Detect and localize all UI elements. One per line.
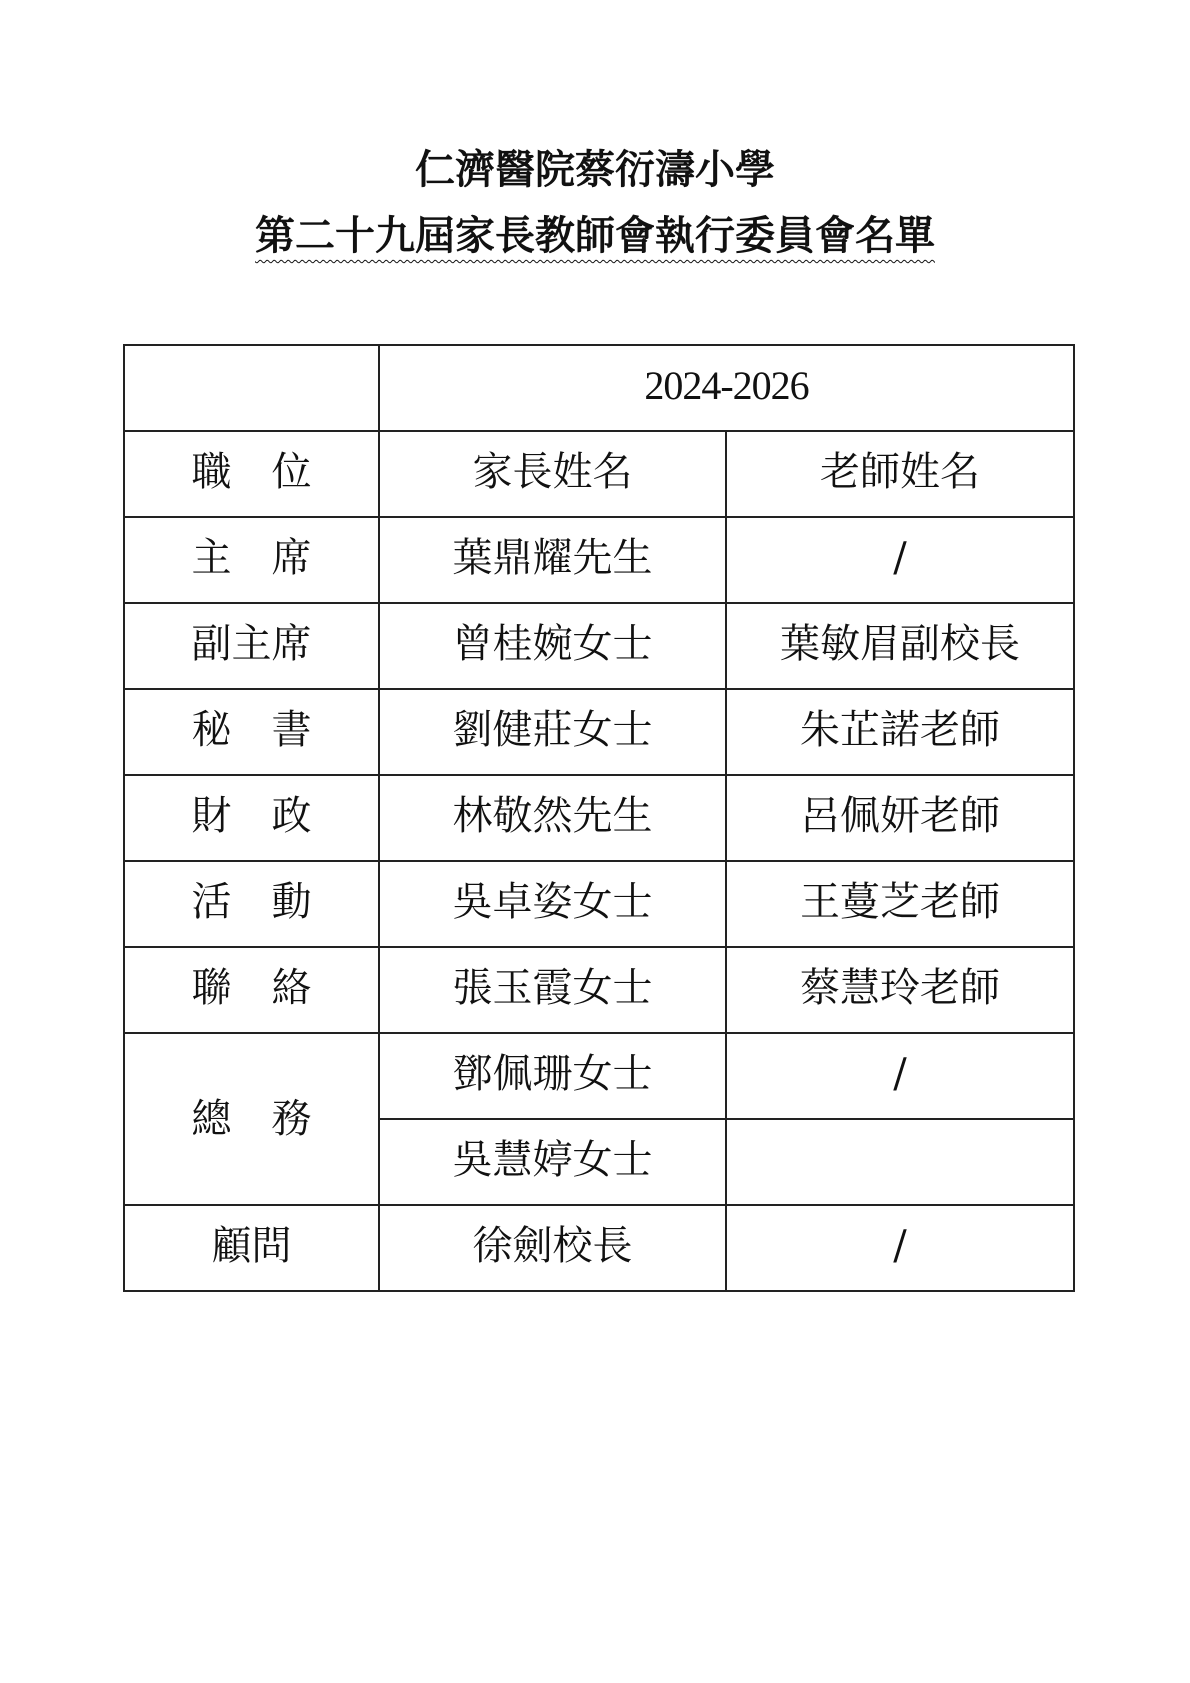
- school-name-text: 仁濟醫院蔡衍濤小學: [415, 147, 775, 193]
- term-text: 2024-2026: [644, 363, 809, 408]
- position-cell: 副主席: [124, 603, 379, 689]
- position-cell: 主 席: [124, 517, 379, 603]
- parent-cell: 葉鼎耀先生: [379, 517, 726, 603]
- list-title-text: 第二十九屆家長教師會執行委員會名單: [255, 213, 935, 259]
- teacher-cell: 蔡慧玲老師: [726, 947, 1074, 1033]
- parent-cell: 曾桂婉女士: [379, 603, 726, 689]
- parent-cell: 林敬然先生: [379, 775, 726, 861]
- teacher-cell: [726, 1119, 1074, 1205]
- teacher-cell: /: [726, 1205, 1074, 1291]
- parent-cell: 徐劍校長: [379, 1205, 726, 1291]
- header-position: 職 位: [124, 431, 379, 517]
- school-name: [0, 144, 1190, 196]
- advisor-row: [124, 1205, 1074, 1291]
- table-row: [124, 861, 1074, 947]
- parent-cell: 鄧佩珊女士: [379, 1033, 726, 1119]
- header-parent-name: 家長姓名: [379, 431, 726, 517]
- teacher-cell: /: [726, 1033, 1074, 1119]
- parent-cell: 劉健莊女士: [379, 689, 726, 775]
- header-teacher-name: 老師姓名: [726, 431, 1074, 517]
- table-row: [124, 775, 1074, 861]
- position-cell: 財 政: [124, 775, 379, 861]
- general-affairs-row-1: [124, 1033, 1074, 1119]
- position-cell: 秘 書: [124, 689, 379, 775]
- teacher-cell: 朱芷諾老師: [726, 689, 1074, 775]
- position-cell: 聯 絡: [124, 947, 379, 1033]
- table-row: [124, 947, 1074, 1033]
- table-row: [124, 517, 1074, 603]
- table-row: [124, 689, 1074, 775]
- header-row: [124, 431, 1074, 517]
- teacher-cell: 王蔓芝老師: [726, 861, 1074, 947]
- parent-cell: 張玉霞女士: [379, 947, 726, 1033]
- term-row: [124, 345, 1074, 431]
- table-row: [124, 603, 1074, 689]
- advisor-position-cell: 顧問: [124, 1205, 379, 1291]
- parent-cell: 吳卓姿女士: [379, 861, 726, 947]
- teacher-cell: /: [726, 517, 1074, 603]
- empty-corner-cell: [124, 345, 379, 431]
- parent-cell: 吳慧婷女士: [379, 1119, 726, 1205]
- list-title: [0, 210, 1190, 262]
- teacher-cell: 葉敏眉副校長: [726, 603, 1074, 689]
- term-cell: [379, 345, 1074, 431]
- committee-table: [123, 344, 1075, 1292]
- teacher-cell: 呂佩妍老師: [726, 775, 1074, 861]
- general-affairs-position-cell: 總 務: [124, 1033, 379, 1205]
- position-cell: 活 動: [124, 861, 379, 947]
